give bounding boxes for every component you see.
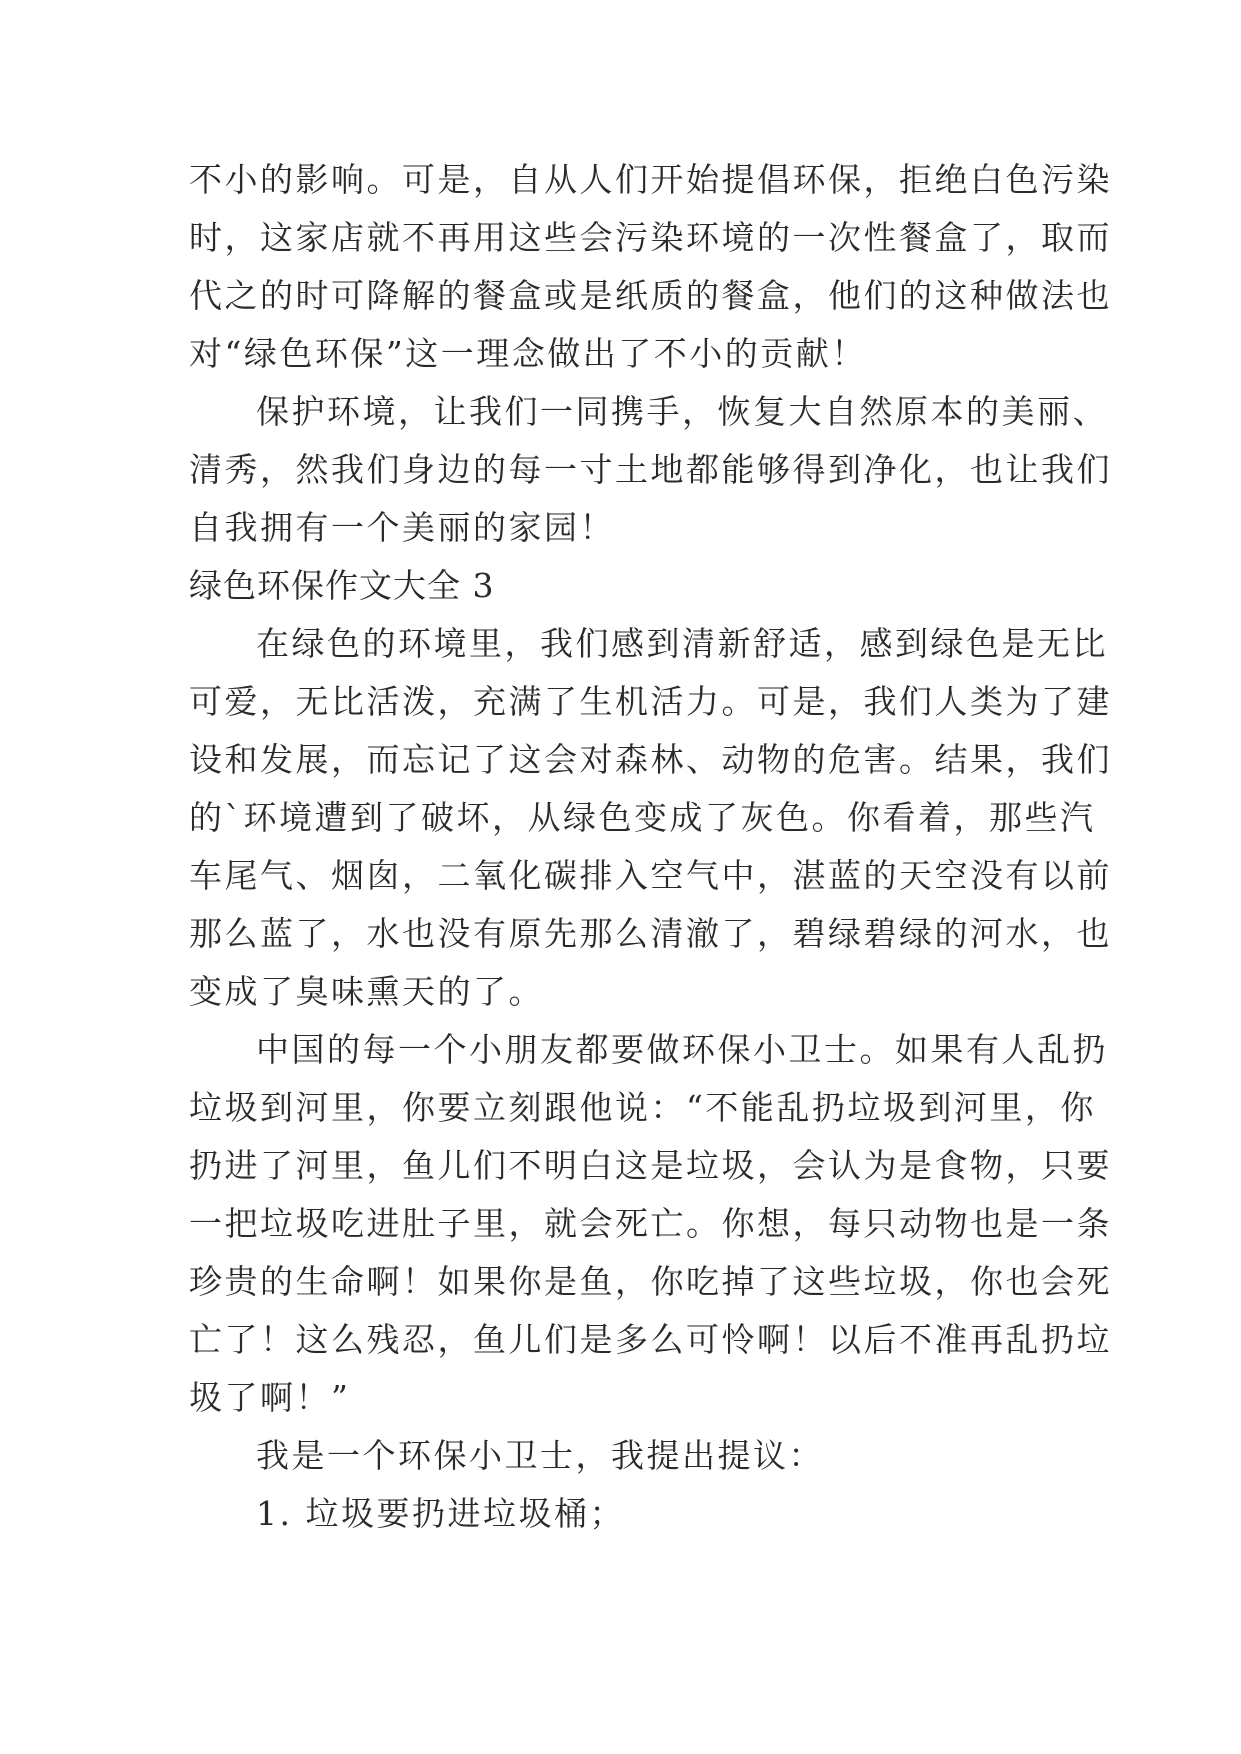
paragraph-first-line: 中国的每一个小朋友都要做环保小卫士。如果有人乱扔 [256, 1030, 1108, 1069]
text-line: 扔进了河里，鱼儿们不明白这是垃圾，会认为是食物，只要 [189, 1146, 1112, 1185]
text-line: 时，这家店就不再用这些会污染环境的一次性餐盒了，取而 [189, 218, 1112, 257]
section-heading: 绿色环保作文大全 3 [189, 566, 495, 605]
text-line: 圾了啊！” [189, 1378, 351, 1417]
text-line: 清秀，然我们身边的每一寸土地都能够得到净化，也让我们 [189, 450, 1112, 489]
text-line: 可爱，无比活泼，充满了生机活力。可是，我们人类为了建 [189, 682, 1112, 721]
text-line: 自我拥有一个美丽的家园！ [189, 508, 615, 547]
text-line: 的`环境遭到了破坏，从绿色变成了灰色。你看着，那些汽 [189, 798, 1096, 837]
text-line: 珍贵的生命啊！如果你是鱼，你吃掉了这些垃圾，你也会死 [189, 1262, 1112, 1301]
paragraph-first-line: 保护环境，让我们一同携手，恢复大自然原本的美丽、 [256, 392, 1108, 431]
text-line: 代之的时可降解的餐盒或是纸质的餐盒，他们的这种做法也 [189, 276, 1112, 315]
paragraph-first-line: 在绿色的环境里，我们感到清新舒适，感到绿色是无比 [256, 624, 1108, 663]
text-line: 变成了臭味熏天的了。 [189, 972, 544, 1011]
text-line: 不小的影响。可是，自从人们开始提倡环保，拒绝白色污染 [189, 160, 1112, 199]
text-line: 一把垃圾吃进肚子里，就会死亡。你想，每只动物也是一条 [189, 1204, 1112, 1243]
text-line: 垃圾到河里，你要立刻跟他说：“不能乱扔垃圾到河里，你 [189, 1088, 1096, 1127]
text-line: 亡了！这么残忍，鱼儿们是多么可怜啊！以后不准再乱扔垃 [189, 1320, 1112, 1359]
text-line: 车尾气、烟囱，二氧化碳排入空气中，湛蓝的天空没有以前 [189, 856, 1112, 895]
text-line: 对“绿色环保”这一理念做出了不小的贡献！ [189, 334, 867, 373]
list-item: 1. 垃圾要扔进垃圾桶； [256, 1494, 625, 1533]
paragraph-first-line: 我是一个环保小卫士，我提出提议： [256, 1436, 824, 1475]
text-line: 那么蓝了，水也没有原先那么清澈了，碧绿碧绿的河水，也 [189, 914, 1112, 953]
text-line: 设和发展，而忘记了这会对森林、动物的危害。结果，我们 [189, 740, 1112, 779]
